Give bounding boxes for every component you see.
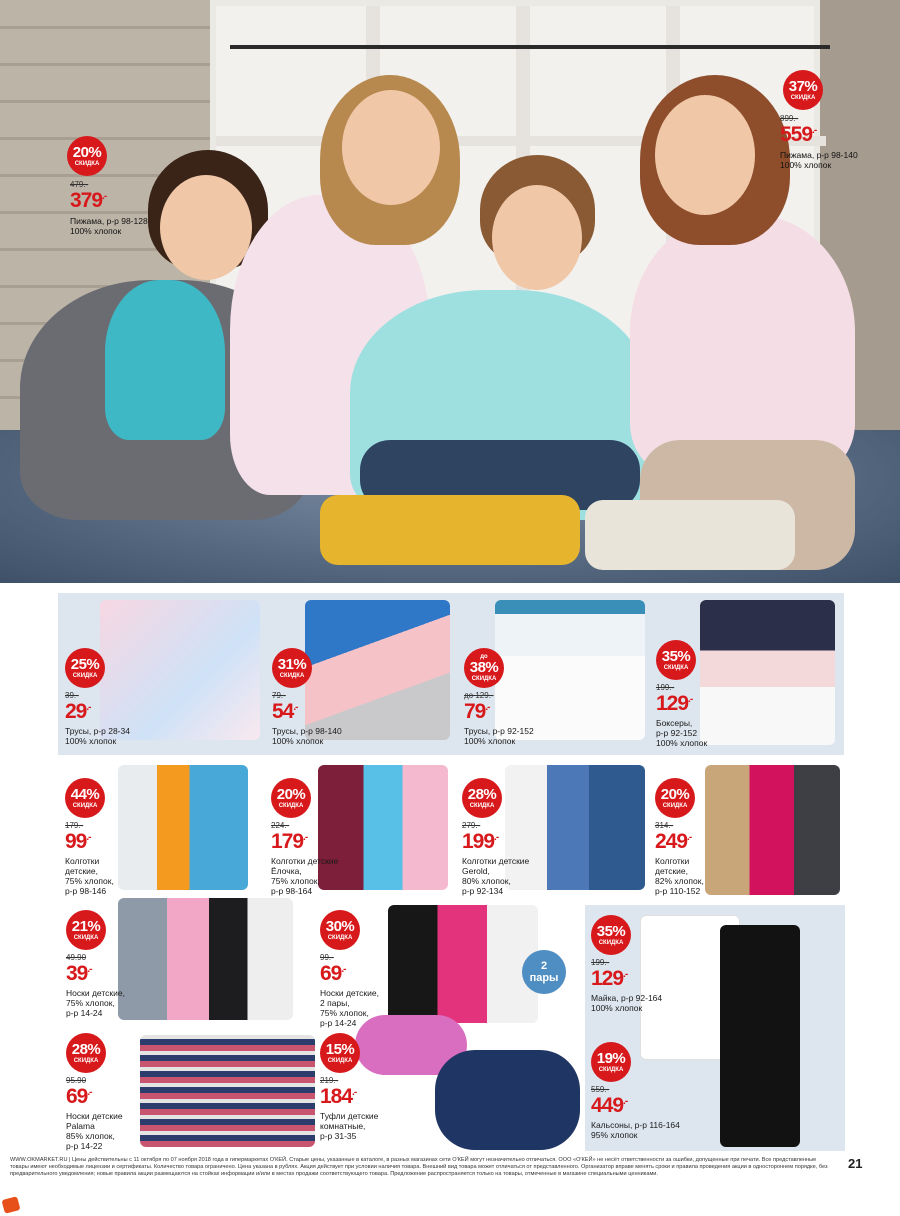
balcony-rail xyxy=(230,45,830,49)
discount-label: СКИДКА xyxy=(72,803,98,809)
old-price: 99.- xyxy=(320,953,334,962)
price-suffix: .- xyxy=(494,832,499,843)
price-suffix: .- xyxy=(87,1087,92,1098)
price-value: 184 xyxy=(320,1085,353,1108)
kid-4-face xyxy=(655,95,755,215)
white-pillow xyxy=(585,500,795,570)
old-price: 479.- xyxy=(70,180,89,189)
pairs-label: пары xyxy=(529,972,559,984)
price-suffix: .- xyxy=(623,969,628,980)
socks-image xyxy=(118,898,293,1020)
discount-badge xyxy=(65,778,105,818)
discount-badge xyxy=(783,70,823,110)
price xyxy=(66,1086,91,1107)
discount-value: 28% xyxy=(71,1041,101,1058)
price xyxy=(272,701,297,722)
old-price: 199.- xyxy=(656,683,675,692)
old-price: до 129.- xyxy=(464,691,494,700)
discount-badge xyxy=(65,648,105,688)
slippers-image xyxy=(435,1050,580,1150)
discount-badge xyxy=(67,136,107,176)
old-price: 559.- xyxy=(591,1085,610,1094)
discount-label: СКИДКА xyxy=(662,803,688,809)
discount-badge xyxy=(66,1033,106,1073)
pairs-count: 2 xyxy=(540,960,548,972)
discount-label: СКИДКА xyxy=(278,803,304,809)
socks-image xyxy=(388,905,538,1023)
discount-label: СКИДКА xyxy=(279,673,305,679)
discount-label: СКИДКА xyxy=(598,940,624,946)
hero-photo xyxy=(0,0,900,583)
discount-badge xyxy=(464,648,504,688)
price-value: 69 xyxy=(320,962,342,985)
boxers-image xyxy=(700,600,835,745)
product-desc: Пижама, р-р 98-128 100% хлопок xyxy=(70,216,148,236)
price xyxy=(320,1086,356,1107)
tights-image xyxy=(118,765,248,890)
discount-value: 35% xyxy=(596,923,626,940)
okey-logo xyxy=(1,1196,20,1214)
price-suffix: .- xyxy=(623,1096,628,1107)
old-price: 79.- xyxy=(272,691,286,700)
old-price: 314.- xyxy=(655,821,674,830)
product-desc: Носки детские Palama 85% хлопок, р-р 14-22 xyxy=(66,1111,123,1151)
tights-image xyxy=(705,765,840,895)
price-value: 129 xyxy=(656,692,689,715)
price-value: 179 xyxy=(271,830,304,853)
underwear-image xyxy=(100,600,260,740)
page-number: 21 xyxy=(848,1156,863,1171)
old-price: 279.- xyxy=(462,821,481,830)
discount-label: СКИДКА xyxy=(72,673,98,679)
price-suffix: .- xyxy=(341,964,346,975)
product-desc: Кальсоны, р-р 116-164 95% хлопок xyxy=(591,1120,680,1140)
discount-value: 20% xyxy=(660,786,690,803)
discount-label: СКИДКА xyxy=(790,95,816,101)
discount-value: 44% xyxy=(70,786,100,803)
price-value: 29 xyxy=(65,700,87,723)
price-value: 199 xyxy=(462,830,495,853)
price-suffix: .- xyxy=(102,191,107,202)
discount-badge xyxy=(655,778,695,818)
product-desc: Боксеры, р-р 92-152 100% хлопок xyxy=(656,718,708,748)
price-suffix: .- xyxy=(87,964,92,975)
price-suffix: .- xyxy=(352,1087,357,1098)
discount-value: 30% xyxy=(325,918,355,935)
discount-label: СКИДКА xyxy=(598,1067,624,1073)
discount-badge xyxy=(591,915,631,955)
discount-value: 35% xyxy=(661,648,691,665)
product-desc: Носки детские, 2 пары, 75% хлопок, р-р 14-24 xyxy=(320,988,379,1028)
discount-label: СКИДКА xyxy=(471,676,497,682)
underwear-image xyxy=(305,600,450,740)
price xyxy=(462,831,498,852)
product-desc: Колготки детские, 75% хлопок, р-р 98-146 xyxy=(65,856,114,896)
kid-3-face xyxy=(492,185,582,290)
price-value: 449 xyxy=(591,1094,624,1117)
discount-badge xyxy=(462,778,502,818)
price-value: 79 xyxy=(464,700,486,723)
product-desc: Колготки детские Gerold, 80% хлопок, р-р 92-134 xyxy=(462,856,530,896)
discount-label: СКИДКА xyxy=(74,161,100,167)
price-value: 249 xyxy=(655,830,688,853)
discount-value: 38% xyxy=(469,659,499,676)
product-desc: Колготки детские Ёлочка, 75% хлопок, р-р 98-164 xyxy=(271,856,339,896)
price xyxy=(271,831,307,852)
discount-value: 20% xyxy=(72,144,102,161)
discount-label: СКИДКА xyxy=(469,803,495,809)
discount-value: 19% xyxy=(596,1050,626,1067)
price xyxy=(65,831,90,852)
price xyxy=(591,968,627,989)
old-price: 95.90 xyxy=(66,1076,87,1085)
old-price: 899.- xyxy=(780,114,799,123)
discount-prefix: до xyxy=(480,654,488,660)
price-value: 559 xyxy=(780,123,813,146)
socks-image xyxy=(140,1035,315,1147)
discount-badge xyxy=(656,640,696,680)
discount-value: 20% xyxy=(276,786,306,803)
old-price: 179.- xyxy=(65,821,84,830)
legal-footer: WWW.OKMARKET.RU | Цены действительны с 11 октября по 07 ноября 2018 года в гипермаркетах О'КЕЙ. Старые цены, указанные в каталоге, в разных магазинах сети О'КЕЙ могут незначительно отличаться. ООО «О'КЕЙ» не несёт ответственности за ошибки, допущенные при печати. Все представленные товары имеют необходимые лицензии и сертификаты. Количество товара ограничено. Цена указана в рублях. Акция действует при условии наличия товара. Внешний вид товара может отличаться от представленного. Организатор вправе менять сроки и правила проведения акции в одностороннем порядке, без предварительного уведомления; новые правила акции размещаются на стойках информации и/или в местах продажи соответствующего товара. Предложение распространяется только на товары, отмеченные в магазине специальными ценниками. xyxy=(10,1157,828,1177)
old-price: 219.- xyxy=(320,1076,339,1085)
discount-badge xyxy=(591,1042,631,1082)
price-suffix: .- xyxy=(86,702,91,713)
discount-value: 37% xyxy=(788,78,818,95)
price xyxy=(780,124,816,145)
price xyxy=(70,190,106,211)
discount-value: 25% xyxy=(70,656,100,673)
product-desc: Трусы, р-р 92-152 100% хлопок xyxy=(464,726,534,746)
price-value: 54 xyxy=(272,700,294,723)
product-desc: Туфли детские комнатные, р-р 31-35 xyxy=(320,1111,379,1141)
kid-2-face xyxy=(342,90,440,205)
discount-label: СКИДКА xyxy=(663,665,689,671)
discount-value: 28% xyxy=(467,786,497,803)
price xyxy=(655,831,691,852)
price-value: 129 xyxy=(591,967,624,990)
discount-label: СКИДКА xyxy=(327,1058,353,1064)
price-suffix: .- xyxy=(293,702,298,713)
old-price: 224.- xyxy=(271,821,290,830)
discount-badge xyxy=(66,910,106,950)
price-value: 69 xyxy=(66,1085,88,1108)
product-desc: Трусы, р-р 98-140 100% хлопок xyxy=(272,726,342,746)
long-johns-image xyxy=(720,925,800,1147)
discount-badge xyxy=(320,1033,360,1073)
discount-label: СКИДКА xyxy=(327,935,353,941)
discount-value: 31% xyxy=(277,656,307,673)
price-value: 379 xyxy=(70,189,103,212)
kid-1-face xyxy=(160,175,252,280)
product-desc: Майка, р-р 92-164 100% хлопок xyxy=(591,993,663,1013)
price-suffix: .- xyxy=(485,702,490,713)
discount-badge xyxy=(320,910,360,950)
price xyxy=(656,693,692,714)
discount-badge xyxy=(271,778,311,818)
product-desc: Трусы, р-р 28-34 100% хлопок xyxy=(65,726,130,746)
discount-value: 15% xyxy=(325,1041,355,1058)
discount-label: СКИДКА xyxy=(73,1058,99,1064)
kid-4-outfit xyxy=(630,215,855,475)
old-price: 39.- xyxy=(65,691,79,700)
product-desc: Колготки детские, 82% хлопок, р-р 110-152 xyxy=(655,856,704,896)
price-suffix: .- xyxy=(812,125,817,136)
price xyxy=(591,1095,627,1116)
product-desc: Пижама, р-р 98-140 100% хлопок xyxy=(780,150,858,170)
product-desc: Носки детские, 75% хлопок, р-р 14-24 xyxy=(66,988,125,1018)
yellow-pillow xyxy=(320,495,580,565)
price xyxy=(66,963,91,984)
old-price: 49.90 xyxy=(66,953,87,962)
price xyxy=(65,701,90,722)
price-suffix: .- xyxy=(687,832,692,843)
price-suffix: .- xyxy=(688,694,693,705)
two-pairs-badge xyxy=(522,950,566,994)
price-value: 39 xyxy=(66,962,88,985)
price xyxy=(320,963,345,984)
price-suffix: .- xyxy=(303,832,308,843)
discount-value: 21% xyxy=(71,918,101,935)
price xyxy=(464,701,489,722)
old-price: 199.- xyxy=(591,958,610,967)
discount-badge xyxy=(272,648,312,688)
price-suffix: .- xyxy=(86,832,91,843)
discount-label: СКИДКА xyxy=(73,935,99,941)
underwear-image xyxy=(495,600,645,740)
price-value: 99 xyxy=(65,830,87,853)
